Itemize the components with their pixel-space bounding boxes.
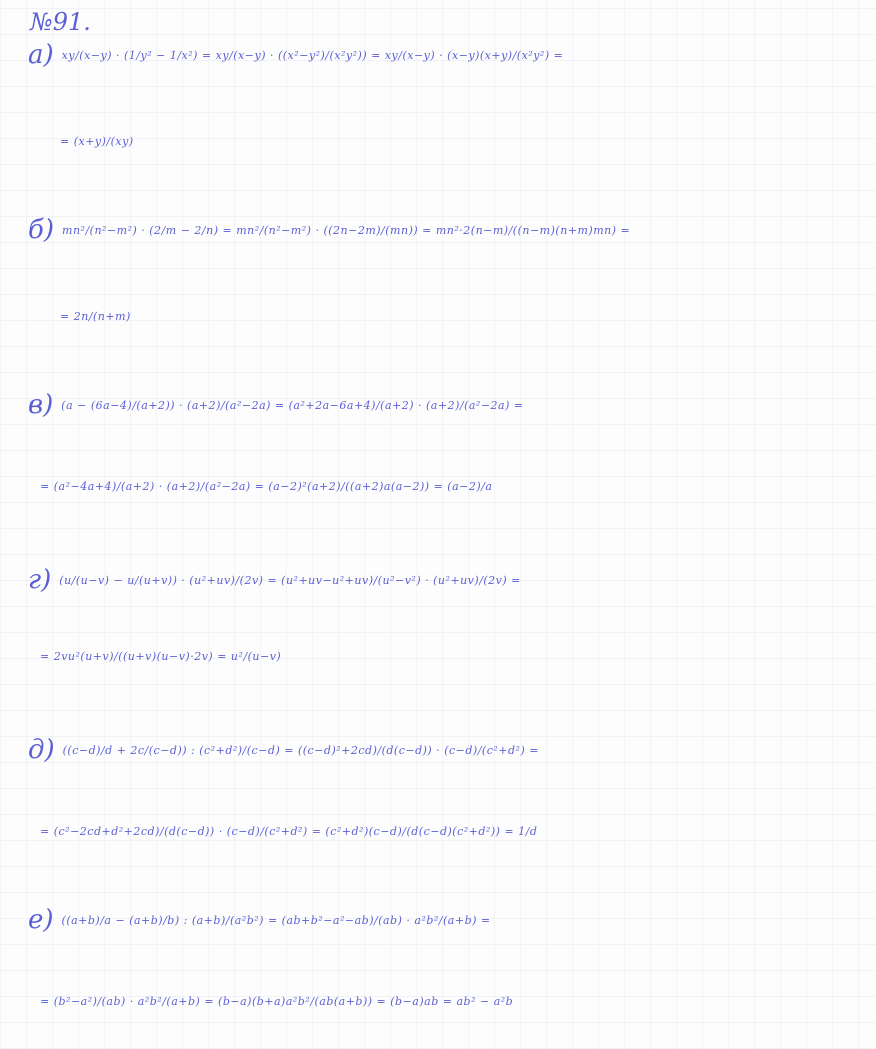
- part-a-expression-1: xy/(x−y) · (1/y² − 1/x²) = xy/(x−y) · ((x²−y²)/(x²y²)) = xy/(x−y) · (x−y)(x+y)/(x²y²) =: [61, 48, 564, 62]
- part-v-line-2: [40, 480, 876, 493]
- part-b-expression-2: = 2n/(n+m): [60, 310, 131, 323]
- part-g-label: г): [28, 565, 52, 595]
- part-e-label: е): [28, 905, 54, 935]
- part-b-label: б): [28, 215, 55, 245]
- part-g-line-1: [28, 565, 876, 595]
- part-g-expression-2: = 2vu²(u+v)/((u+v)(u−v)·2v) = u²/(u−v): [40, 650, 282, 663]
- part-d-expression-2: = (c²−2cd+d²+2cd)/(d(c−d)) · (c−d)/(c²+d²) = (c²+d²)(c−d)/(d(c−d)(c²+d²)) = 1/d: [40, 825, 538, 838]
- part-g-line-2: [40, 650, 876, 663]
- part-g-expression-1: (u/(u−v) − u/(u+v)) · (u²+uv)/(2v) = (u²+uv−u²+uv)/(u²−v²) · (u²+uv)/(2v) =: [59, 573, 521, 587]
- part-a-line-1: [28, 40, 876, 70]
- part-d-line-1: [28, 735, 876, 765]
- part-v-expression-2: = (a²−4a+4)/(a+2) · (a+2)/(a²−2a) = (a−2)²(a+2)/((a+2)a(a−2)) = (a−2)/a: [40, 480, 493, 493]
- part-a-expression-2: = (x+y)/(xy): [60, 135, 134, 148]
- part-a-line-2: [60, 135, 876, 148]
- part-b-expression-1: mn²/(n²−m²) · (2/m − 2/n) = mn²/(n²−m²) · ((2n−2m)/(mn)) = mn²·2(n−m)/((n−m)(n+m)mn) =: [62, 223, 631, 237]
- part-d-label: д): [28, 735, 55, 765]
- part-e-line-2: [40, 995, 876, 1008]
- part-v-expression-1: (a − (6a−4)/(a+2)) · (a+2)/(a²−2a) = (a²+2a−6a+4)/(a+2) · (a+2)/(a²−2a) =: [61, 398, 524, 412]
- part-e-line-1: [28, 905, 876, 935]
- part-d-line-2: [40, 825, 876, 838]
- part-a-label: а): [28, 40, 54, 70]
- part-d-expression-1: ((c−d)/d + 2c/(c−d)) : (c²+d²)/(c−d) = ((c−d)²+2cd)/(d(c−d)) · (c−d)/(c²+d²) =: [62, 743, 539, 757]
- part-b-line-1: [28, 215, 876, 245]
- part-e-expression-2: = (b²−a²)/(ab) · a²b²/(a+b) = (b−a)(b+a)a²b²/(ab(a+b)) = (b−a)ab = ab² − a²b: [40, 995, 514, 1008]
- part-v-label: в): [28, 390, 54, 420]
- problem-number: №91.: [30, 8, 91, 36]
- part-b-line-2: [60, 310, 876, 323]
- part-v-line-1: [28, 390, 876, 420]
- part-e-expression-1: ((a+b)/a − (a+b)/b) : (a+b)/(a²b²) = (ab+b²−a²−ab)/(ab) · a²b²/(a+b) =: [61, 913, 491, 927]
